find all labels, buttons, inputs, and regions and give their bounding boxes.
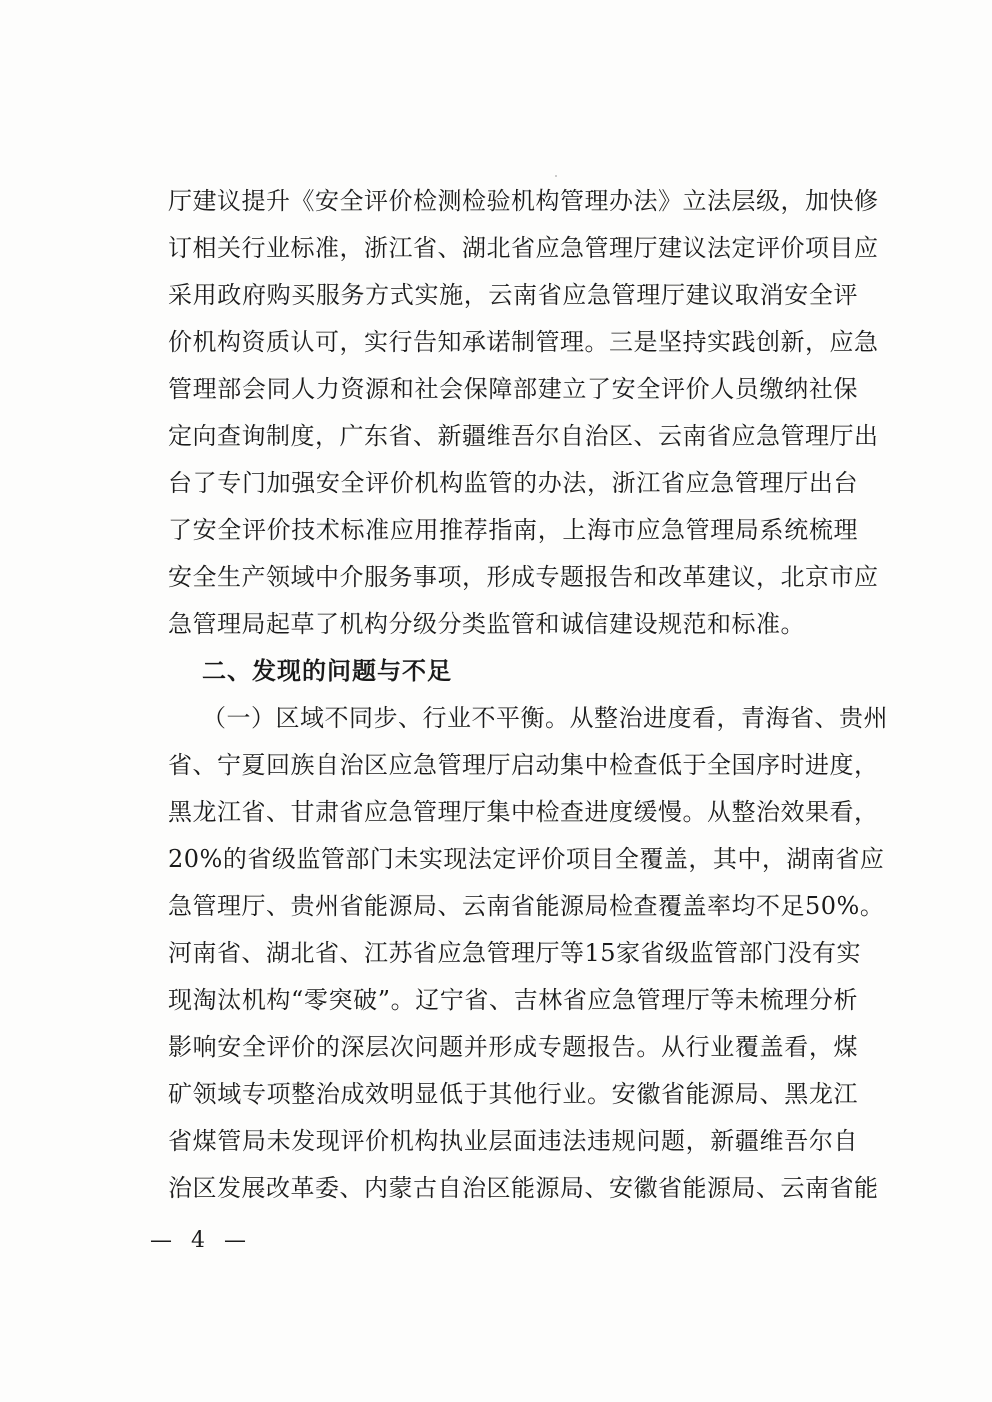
paragraph-line: 急管理厅、贵州省能源局、云南省能源局检查覆盖率均不足50%。 — [168, 892, 885, 920]
paragraph-line: 台了专门加强安全评价机构监管的办法，浙江省应急管理厅出台 — [168, 469, 858, 497]
page-number: — 4 — — [150, 1228, 252, 1253]
paragraph-line: 河南省、湖北省、江苏省应急管理厅等15家省级监管部门没有实 — [168, 939, 862, 967]
section-heading: 二、发现的问题与不足 — [202, 657, 452, 685]
paragraph-line: 管理部会同人力资源和社会保障部建立了安全评价人员缴纳社保 — [168, 375, 858, 403]
paragraph-line: 影响安全评价的深层次问题并形成专题报告。从行业覆盖看，煤 — [168, 1033, 858, 1061]
paragraph-line: 采用政府购买服务方式实施，云南省应急管理厅建议取消安全评 — [168, 281, 858, 309]
paragraph-line: 现淘汰机构“零突破”。辽宁省、吉林省应急管理厅等未梳理分析 — [168, 986, 858, 1014]
paragraph-line: 定向查询制度，广东省、新疆维吾尔自治区、云南省应急管理厅出 — [168, 422, 879, 450]
paragraph-line: 安全生产领域中介服务事项，形成专题报告和改革建议，北京市应 — [168, 563, 879, 591]
scan-speck — [555, 175, 557, 177]
paragraph-line: （一）区域不同步、行业不平衡。从整治进度看，青海省、贵州 — [202, 704, 888, 732]
body-text — [168, 178, 888, 1212]
paragraph-line: 黑龙江省、甘肃省应急管理厅集中检查进度缓慢。从整治效果看， — [168, 798, 879, 826]
paragraph-line: 价机构资质认可，实行告知承诺制管理。三是坚持实践创新，应急 — [168, 328, 879, 356]
paragraph-line: 20%的省级监管部门未实现法定评价项目全覆盖，其中，湖南省应 — [168, 845, 885, 873]
paragraph-line: 订相关行业标准，浙江省、湖北省应急管理厅建议法定评价项目应 — [168, 234, 879, 262]
paragraph-line: 矿领域专项整治成效明显低于其他行业。安徽省能源局、黑龙江 — [168, 1080, 858, 1108]
paragraph-line: 急管理局起草了机构分级分类监管和诚信建设规范和标准。 — [168, 610, 805, 638]
paragraph-line: 治区发展改革委、内蒙古自治区能源局、安徽省能源局、云南省能 — [168, 1174, 879, 1202]
paragraph-line: 省煤管局未发现评价机构执业层面违法违规问题，新疆维吾尔自 — [168, 1127, 858, 1155]
paragraph-line: 厅建议提升《安全评价检测检验机构管理办法》立法层级，加快修 — [168, 187, 879, 215]
paragraph-line: 省、宁夏回族自治区应急管理厅启动集中检查低于全国序时进度， — [168, 751, 879, 779]
paragraph-line: 了安全评价技术标准应用推荐指南，上海市应急管理局系统梳理 — [168, 516, 858, 544]
